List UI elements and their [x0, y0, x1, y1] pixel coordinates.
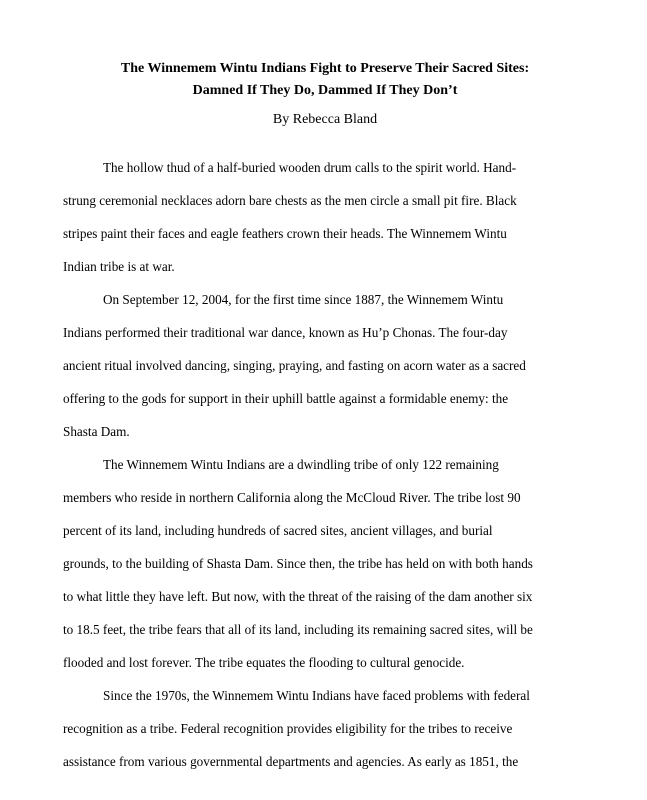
paragraph-1 [63, 151, 587, 283]
paragraph-3-line: to what little they have left. But now, with the threat of the raising of the dam another six [63, 589, 533, 604]
byline: By Rebecca Bland [272, 112, 378, 127]
paragraph-4 [63, 679, 587, 778]
paragraph-1-line: stripes paint their faces and eagle feathers crown their heads. The Winnemem Wintu [63, 226, 507, 241]
paragraph-3 [63, 448, 587, 679]
paragraph-3-line: to 18.5 feet, the tribe fears that all of its land, including its remaining sacred sites, will be [63, 622, 533, 637]
paragraph-3-line: percent of its land, including hundreds of sacred sites, ancient villages, and burial [63, 523, 493, 538]
title-line-1: The Winnemem Wintu Indians Fight to Preserve Their Sacred Sites: [120, 61, 530, 76]
paragraph-2-line: offering to the gods for support in their uphill battle against a formidable enemy: the [63, 391, 509, 406]
paragraph-4-line: recognition as a tribe. Federal recognition provides eligibility for the tribes to receive [63, 721, 513, 736]
document-body [63, 151, 587, 778]
paragraph-3-line: grounds, to the building of Shasta Dam. Since then, the tribe has held on with both hands [63, 556, 533, 571]
document-title [63, 58, 587, 102]
paragraph-3-line: flooded and lost forever. The tribe equates the flooding to cultural genocide. [63, 655, 465, 670]
title-line-2: Damned If They Do, Dammed If They Don’t [192, 83, 458, 98]
paragraph-2-line: ancient ritual involved dancing, singing, praying, and fasting on acorn water as a sacred [63, 358, 526, 373]
paragraph-3-line: The Winnemem Wintu Indians are a dwindling tribe of only 122 remaining [103, 457, 499, 472]
paragraph-2-line: Shasta Dam. [63, 424, 130, 439]
paragraph-1-line: Indian tribe is at war. [63, 259, 175, 274]
paragraph-2-line: Indians performed their traditional war dance, known as Hu’p Chonas. The four-day [63, 325, 508, 340]
paragraph-2-line: On September 12, 2004, for the first time since 1887, the Winnemem Wintu [103, 292, 504, 307]
paragraph-3-line: members who reside in northern California along the McCloud River. The tribe lost 90 [63, 490, 521, 505]
paragraph-1-line: strung ceremonial necklaces adorn bare chests as the men circle a small pit fire. Black [63, 193, 517, 208]
paragraph-2 [63, 283, 587, 448]
paragraph-4-line: assistance from various governmental departments and agencies. As early as 1851, the [63, 754, 519, 769]
paragraph-4-line: Since the 1970s, the Winnemem Wintu Indians have faced problems with federal [103, 688, 530, 703]
paragraph-1-line: The hollow thud of a half-buried wooden drum calls to the spirit world. Hand- [103, 160, 517, 175]
